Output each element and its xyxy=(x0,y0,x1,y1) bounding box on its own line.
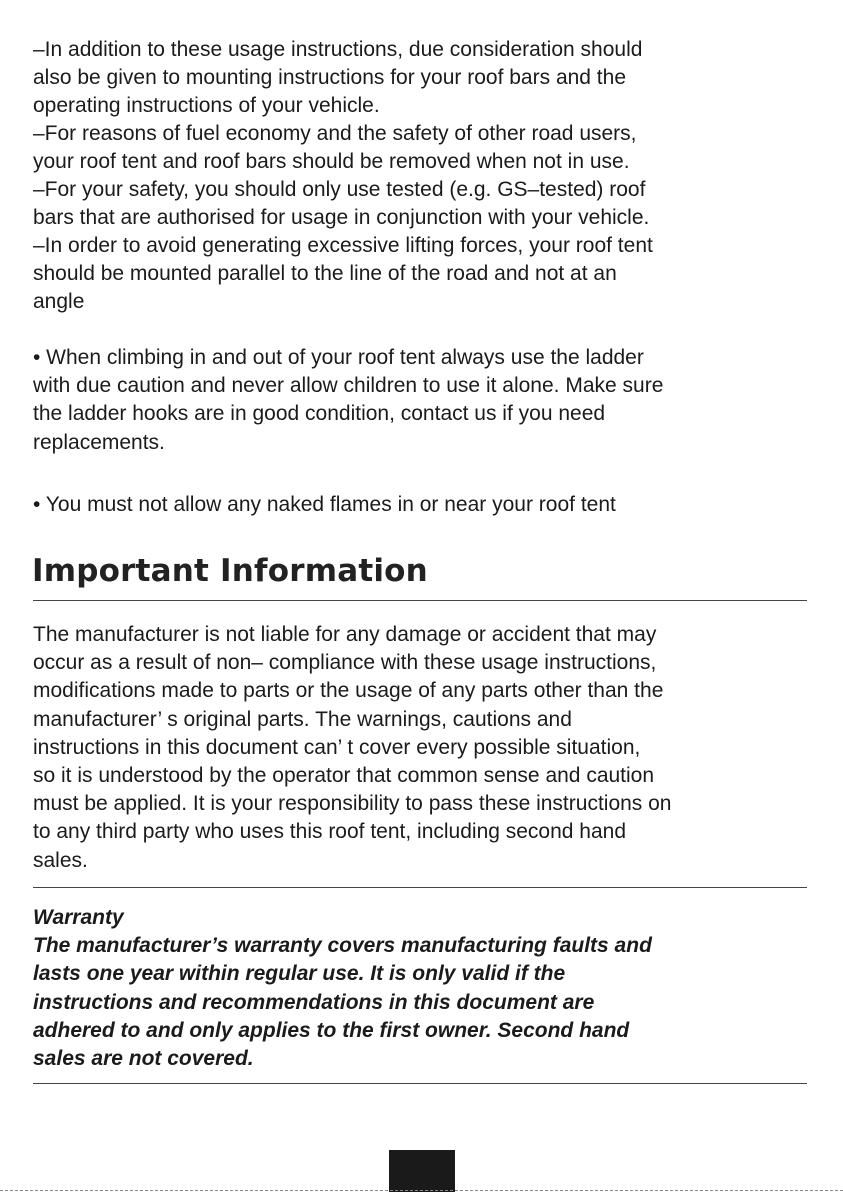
text-line: the ladder hooks are in good condition, contact us if you need xyxy=(33,402,606,426)
text-line: operating instructions of your vehicle. xyxy=(33,94,380,118)
text-line: so it is understood by the operator that common sense and caution xyxy=(33,764,655,788)
text-line: –For reasons of fuel economy and the safety of other road users, xyxy=(33,122,637,145)
text-line: –For your safety, you should only use tested (e.g. GS–tested) roof xyxy=(33,178,646,201)
text-line: modifications made to parts or the usage of any parts other than the xyxy=(33,679,664,703)
text-line: The manufacturer’s warranty covers manufacturing faults and xyxy=(33,934,652,958)
section-heading: Important Information xyxy=(32,553,428,589)
intro-paragraph-4 xyxy=(33,232,823,317)
text-line: with due caution and never allow children to use it alone. Make sure xyxy=(33,374,664,398)
divider xyxy=(33,600,807,601)
text-line: bars that are authorised for usage in conjunction with your vehicle. xyxy=(33,206,650,230)
text-line: lasts one year within regular use. It is only valid if the xyxy=(33,962,566,986)
text-line: sales are not covered. xyxy=(33,1047,254,1071)
text-line: also be given to mounting instructions for your roof bars and the xyxy=(33,66,627,90)
text-line: sales. xyxy=(33,848,88,872)
text-line: manufacturer’ s original parts. The warnings, cautions and xyxy=(33,707,572,731)
text-line: occur as a result of non– compliance with these usage instructions, xyxy=(33,651,657,675)
text-line: should be mounted parallel to the line of the road and not at an xyxy=(33,262,617,286)
intro-paragraph-1 xyxy=(33,36,823,121)
text-line: –In addition to these usage instructions, due consideration should xyxy=(33,38,643,61)
text-line: • You must not allow any naked flames in or near your roof tent xyxy=(33,493,616,516)
text-line: • When climbing in and out of your roof tent always use the ladder xyxy=(33,346,644,369)
divider xyxy=(33,1083,807,1084)
text-line: adhered to and only applies to the first owner. Second hand xyxy=(33,1018,630,1042)
text-line: replacements. xyxy=(33,430,165,454)
text-line: instructions and recommendations in this document are xyxy=(33,990,595,1014)
text-line: instructions in this document can’ t cover every possible situation, xyxy=(33,735,641,759)
warranty-title: Warranty xyxy=(33,906,124,929)
text-line: to any third party who uses this roof tent, including second hand xyxy=(33,820,627,844)
divider xyxy=(33,887,807,888)
text-line: –In order to avoid generating excessive lifting forces, your roof tent xyxy=(33,234,653,257)
bullet-flames xyxy=(33,491,823,519)
crop-mark-line xyxy=(0,1190,843,1191)
text-line: your roof tent and roof bars should be removed when not in use. xyxy=(33,150,630,174)
text-line: angle xyxy=(33,290,85,314)
text-line: must be applied. It is your responsibility to pass these instructions on xyxy=(33,792,672,816)
text-line: The manufacturer is not liable for any damage or accident that may xyxy=(33,623,657,646)
warranty-paragraph xyxy=(33,904,823,1073)
intro-paragraph-3 xyxy=(33,176,823,232)
liability-paragraph xyxy=(33,621,823,875)
intro-paragraph-2 xyxy=(33,120,823,176)
bullet-ladder xyxy=(33,344,823,457)
page-number-tab xyxy=(389,1150,455,1192)
